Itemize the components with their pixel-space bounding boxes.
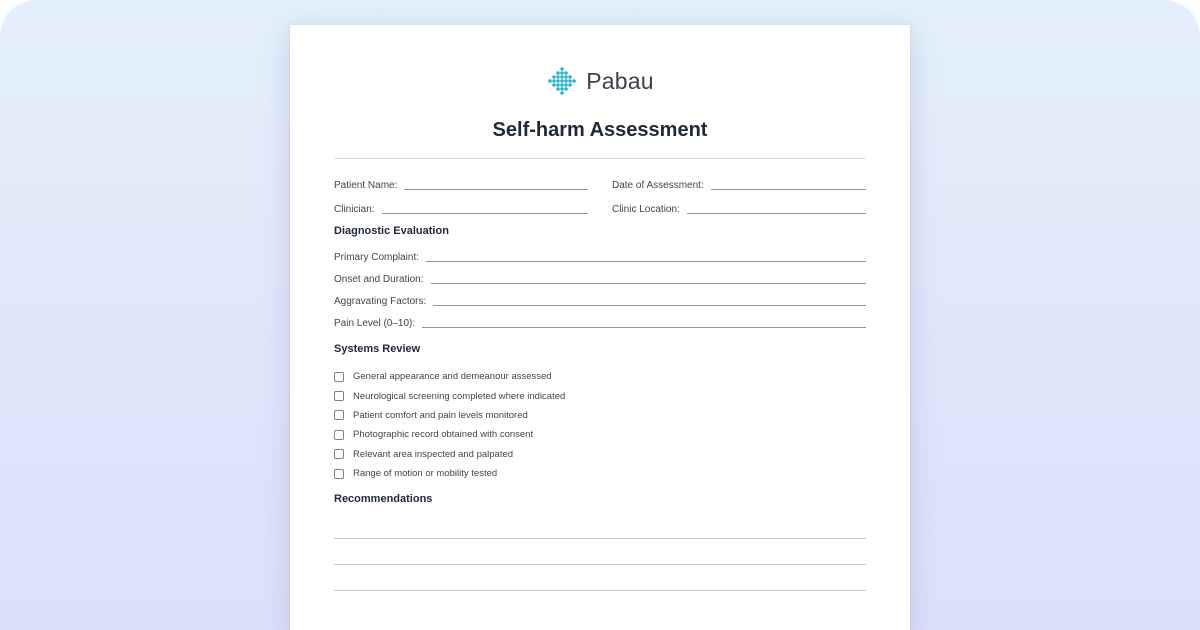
clinic-location-label: Clinic Location: — [612, 204, 680, 215]
pain-level-field[interactable] — [334, 314, 866, 330]
checklist-item[interactable] — [334, 445, 734, 464]
recommendations-line[interactable] — [334, 538, 866, 539]
primary-complaint-line[interactable] — [426, 261, 866, 262]
checkbox[interactable] — [334, 391, 344, 401]
pain-level-line[interactable] — [422, 327, 866, 328]
onset-duration-line[interactable] — [431, 283, 867, 284]
primary-complaint-field[interactable] — [334, 248, 866, 264]
onset-duration-label: Onset and Duration: — [334, 274, 424, 285]
checkbox[interactable] — [334, 469, 344, 479]
checklist-item[interactable] — [334, 386, 734, 405]
checklist-item-label: Patient comfort and pain levels monitored — [353, 409, 528, 421]
header-divider — [334, 158, 866, 159]
clinician-field[interactable] — [334, 200, 588, 216]
checkbox[interactable] — [334, 430, 344, 440]
checklist-item-label: General appearance and demeanour assessed — [353, 371, 552, 383]
checklist-item-label: Photographic record obtained with consent — [353, 429, 534, 441]
clinician-label: Clinician: — [334, 204, 375, 215]
checkbox[interactable] — [334, 410, 344, 420]
clinic-location-line[interactable] — [687, 213, 866, 214]
recommendations-heading: Recommendations — [334, 493, 433, 505]
form-title: Self-harm Assessment — [492, 119, 708, 141]
patient-name-line[interactable] — [404, 189, 588, 190]
onset-duration-field[interactable] — [334, 270, 866, 286]
diagnostic-evaluation-heading: Diagnostic Evaluation — [334, 225, 449, 237]
checklist-item[interactable] — [334, 367, 734, 386]
primary-complaint-label: Primary Complaint: — [334, 252, 420, 263]
patient-name-field[interactable] — [334, 176, 588, 192]
brand-logo — [290, 65, 910, 97]
clinic-location-field[interactable] — [612, 200, 866, 216]
checkbox[interactable] — [334, 372, 344, 382]
checklist-item[interactable] — [334, 425, 734, 444]
form-document — [290, 25, 910, 630]
pabau-logo-icon — [546, 66, 578, 96]
checklist-item-label: Relevant area inspected and palpated — [353, 448, 514, 460]
checklist-item-label: Neurological screening completed where indicated — [353, 390, 566, 402]
patient-name-label: Patient Name: — [334, 180, 398, 191]
checklist-item[interactable] — [334, 406, 734, 425]
systems-review-heading: Systems Review — [334, 343, 421, 355]
aggravating-factors-label: Aggravating Factors: — [334, 296, 427, 307]
checklist-item-label: Range of motion or mobility tested — [353, 468, 498, 480]
date-of-assessment-line[interactable] — [711, 189, 866, 190]
checklist-item[interactable] — [334, 464, 734, 483]
clinician-line[interactable] — [382, 213, 588, 214]
systems-review-checklist — [334, 367, 734, 483]
pain-level-label: Pain Level (0–10): — [334, 318, 416, 329]
checkbox[interactable] — [334, 449, 344, 459]
aggravating-factors-field[interactable] — [334, 292, 866, 308]
date-of-assessment-field[interactable] — [612, 176, 866, 192]
date-of-assessment-label: Date of Assessment: — [612, 180, 704, 191]
recommendations-line[interactable] — [334, 590, 866, 591]
aggravating-factors-line[interactable] — [433, 305, 866, 306]
brand-name: Pabau — [586, 67, 654, 94]
recommendations-line[interactable] — [334, 564, 866, 565]
